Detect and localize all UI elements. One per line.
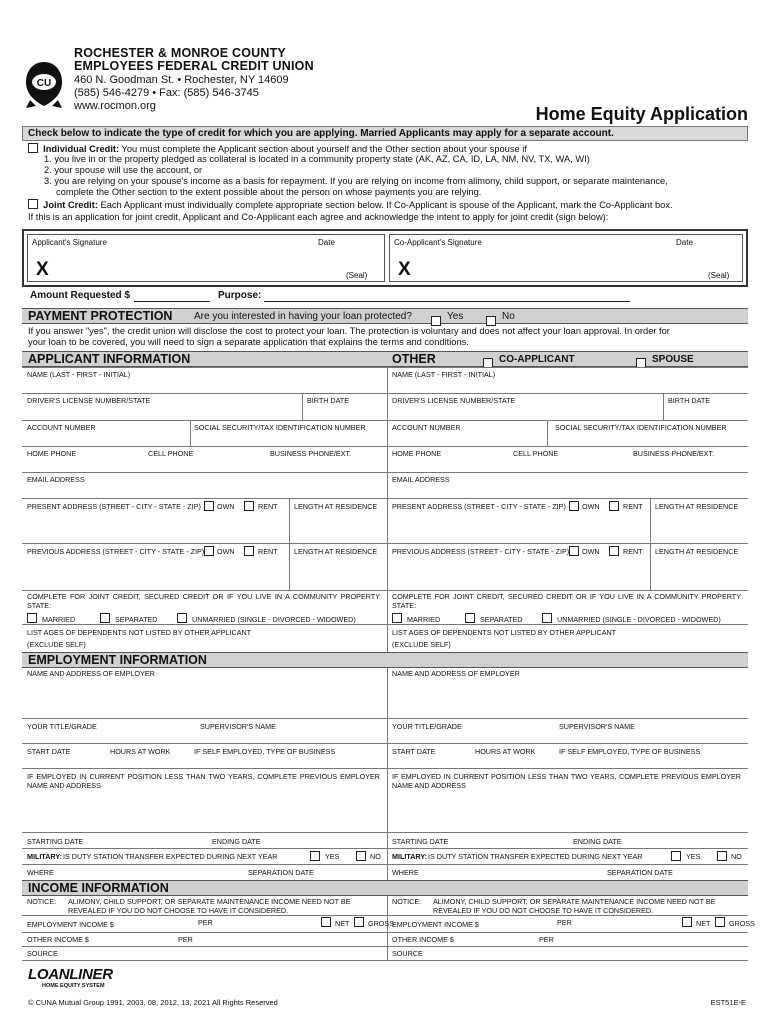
- other-home-phone-label: HOME PHONE: [392, 449, 442, 458]
- purpose-field[interactable]: [264, 301, 630, 302]
- rule: [650, 543, 651, 590]
- other-married-checkbox[interactable]: [392, 613, 402, 623]
- applicant-email-field[interactable]: [22, 473, 387, 498]
- other-other-per-label: PER: [539, 935, 554, 944]
- spouse-label: SPOUSE: [652, 354, 694, 365]
- form-code: EST51E-E: [710, 998, 746, 1007]
- joint-credit-checkbox[interactable]: [28, 199, 38, 209]
- rule: [289, 543, 290, 590]
- applicant-name-label: NAME (LAST - FIRST - INITIAL): [27, 370, 131, 379]
- other-name-label: NAME (LAST - FIRST - INITIAL): [392, 370, 496, 379]
- applicant-previous-own-label: OWN: [217, 547, 235, 556]
- credit-item-1: 1. you live in or the property pledged as collateral is located in a community property state (AK, AZ, CA, ID, LA, NM, NV, TX, WA, WI): [44, 154, 590, 164]
- other-present-address-label: PRESENT ADDRESS (STREET - CITY - STATE - ZIP): [392, 502, 566, 511]
- credit-item-2: 2. your spouse will use the account, or: [44, 165, 203, 175]
- applicant-present-address-field[interactable]: [22, 499, 202, 543]
- other-hours-label: HOURS AT WORK: [475, 747, 536, 756]
- applicant-gross-label: GROSS: [368, 919, 394, 928]
- applicant-exclude-self-label: (EXCLUDE SELF): [27, 640, 86, 649]
- rule: [387, 960, 748, 961]
- other-previous-rent-checkbox[interactable]: [609, 546, 619, 556]
- credit-instruction-bar: [22, 126, 748, 141]
- income-section-title: INCOME INFORMATION: [28, 881, 169, 895]
- coapplicant-date-label: Date: [676, 238, 693, 247]
- credit-union-logo: [22, 60, 66, 110]
- copyright: © CUNA Mutual Group 1991, 2003, 08, 2012, 13, 2021 All Rights Reserved: [28, 998, 278, 1007]
- applicant-business-phone-label: BUSINESS PHONE/EXT.: [270, 449, 352, 458]
- applicant-dl-field[interactable]: [22, 394, 302, 419]
- protection-note-1: If you answer "yes", the credit union will disclose the cost to protect your loan. The protection is voluntary and does not affect your loan approval. In order for: [28, 326, 670, 336]
- other-unmarried-checkbox[interactable]: [542, 613, 552, 623]
- loanliner-logo: [28, 966, 113, 989]
- joint-credit-note: If this is an application for joint credit, Applicant and Co-Applicant each agree and acknowledge the intent to apply for joint credit (sign below):: [28, 212, 609, 222]
- other-present-rent-label: RENT: [623, 502, 643, 511]
- other-military-text: IS DUTY STATION TRANSFER EXPECTED DURING NEXT YEAR: [428, 852, 643, 861]
- applicant-birth-field[interactable]: [302, 394, 387, 419]
- other-email-label: EMAIL ADDRESS: [392, 475, 450, 484]
- rule: [22, 932, 387, 933]
- other-birth-field[interactable]: [663, 394, 748, 419]
- other-unmarried-label: UNMARRIED (SINGLE - DIVORCED - WIDOWED): [557, 615, 721, 624]
- applicant-net-label: NET: [335, 919, 350, 928]
- other-previous-employer-field[interactable]: [387, 769, 748, 831]
- applicant-previous-address-label: PREVIOUS ADDRESS (STREET - CITY - STATE - ZIP): [27, 547, 205, 556]
- applicant-separated-label: SEPARATED: [115, 615, 158, 624]
- credit-item-3b: complete the Other section to the extent possible about the person on whose payments you are relying.: [56, 187, 482, 197]
- rule: [22, 590, 748, 591]
- other-business-phone-field[interactable]: [627, 447, 748, 472]
- other-employment-income-label: EMPLOYMENT INCOME $: [392, 920, 479, 929]
- applicant-account-label: ACCOUNT NUMBER: [27, 423, 96, 432]
- svg-text:CU: CU: [36, 78, 52, 89]
- applicant-signature-field[interactable]: [27, 234, 385, 282]
- loanliner-sub: HOME EQUITY SYSTEM: [42, 983, 105, 989]
- applicant-home-phone-field[interactable]: [22, 447, 142, 472]
- other-present-address-field[interactable]: [387, 499, 567, 543]
- other-start-field[interactable]: [387, 744, 748, 768]
- other-previous-length-label: LENGTH AT RESIDENCE: [655, 547, 739, 556]
- applicant-start-date-label: START DATE: [27, 747, 71, 756]
- applicant-where-label: WHERE: [27, 868, 54, 877]
- purpose-label: Purpose:: [218, 290, 262, 301]
- applicant-present-rent-label: RENT: [258, 502, 278, 511]
- income-header-bar: [22, 880, 748, 896]
- other-title-supervisor-field[interactable]: [387, 719, 748, 743]
- applicant-name-field[interactable]: [22, 368, 387, 392]
- applicant-source-label: SOURCE: [27, 949, 58, 958]
- applicant-previous-own-checkbox[interactable]: [204, 546, 214, 556]
- rule: [387, 932, 748, 933]
- amount-requested-label: Amount Requested $: [30, 290, 131, 301]
- applicant-previous-employer-label: IF EMPLOYED IN CURRENT POSITION LESS THAN TWO YEARS, COMPLETE PREVIOUS EMPLOYER NAME AND ADDRESS: [27, 772, 380, 790]
- applicant-ssn-label: SOCIAL SECURITY/TAX IDENTIFICATION NUMBER: [194, 423, 366, 432]
- other-email-field[interactable]: [387, 473, 748, 498]
- other-net-checkbox[interactable]: [682, 917, 692, 927]
- other-military-no-checkbox[interactable]: [717, 851, 727, 861]
- rule: [387, 915, 748, 916]
- other-military-label: MILITARY:: [392, 852, 427, 861]
- applicant-hours-label: HOURS AT WORK: [110, 747, 171, 756]
- joint-credit-label: Joint Credit:: [43, 200, 98, 210]
- applicant-gross-checkbox[interactable]: [354, 917, 364, 927]
- other-exclude-self-label: (EXCLUDE SELF): [392, 640, 451, 649]
- protection-no-label: No: [502, 311, 515, 322]
- applicant-start-field[interactable]: [22, 744, 387, 768]
- rule: [387, 832, 748, 833]
- applicant-other-income-label: OTHER INCOME $: [27, 935, 89, 944]
- other-other-income-label: OTHER INCOME $: [392, 935, 454, 944]
- other-present-length-label: LENGTH AT RESIDENCE: [655, 502, 739, 511]
- rule: [22, 960, 387, 961]
- joint-credit-text: Each Applicant must individually complete appropriate section below. If Co-Applicant is spouse of the Applicant, mark the Co-Applicant box.: [100, 200, 673, 210]
- other-ssn-label: SOCIAL SECURITY/TAX IDENTIFICATION NUMBER: [555, 423, 727, 432]
- applicant-military-yes-label: YES: [325, 852, 340, 861]
- applicant-title-supervisor-field[interactable]: [22, 719, 387, 743]
- individual-credit-checkbox[interactable]: [28, 143, 38, 153]
- applicant-cell-phone-field[interactable]: [142, 447, 262, 472]
- applicant-previous-length-label: LENGTH AT RESIDENCE: [294, 547, 378, 556]
- applicant-net-checkbox[interactable]: [321, 917, 331, 927]
- other-dependents-field[interactable]: [387, 625, 748, 651]
- applicant-other-header-bar: [22, 351, 748, 367]
- applicant-married-label: MARRIED: [42, 615, 76, 624]
- applicant-notice-label: NOTICE:: [27, 897, 57, 906]
- other-per-label: PER: [557, 918, 572, 927]
- applicant-previous-rent-label: RENT: [258, 547, 278, 556]
- rule: [22, 946, 387, 947]
- org-address: 460 N. Goodman St. • Rochester, NY 14609: [74, 74, 289, 86]
- other-start-date-label: START DATE: [392, 747, 436, 756]
- applicant-other-per-label: PER: [178, 935, 193, 944]
- payment-protection-question: Are you interested in having your loan protected?: [194, 311, 412, 322]
- other-dependents-label: LIST AGES OF DEPENDENTS NOT LISTED BY OTHER APPLICANT: [392, 628, 617, 637]
- rule: [387, 896, 388, 960]
- applicant-supervisor-label: SUPERVISOR'S NAME: [200, 722, 276, 731]
- other-previous-own-label: OWN: [582, 547, 600, 556]
- rule: [289, 498, 290, 543]
- applicant-dependents-field[interactable]: [22, 625, 387, 651]
- applicant-separation-date-label: SEPARATION DATE: [248, 868, 314, 877]
- rule: [547, 420, 548, 446]
- employment-section-title: EMPLOYMENT INFORMATION: [28, 653, 207, 667]
- other-account-field[interactable]: [387, 421, 547, 446]
- other-previous-rent-label: RENT: [623, 547, 643, 556]
- other-previous-address-label: PREVIOUS ADDRESS (STREET - CITY - STATE - ZIP): [392, 547, 570, 556]
- applicant-seal: (Seal): [346, 271, 368, 280]
- coapplicant-label: CO-APPLICANT: [499, 354, 575, 365]
- applicant-present-address-label: PRESENT ADDRESS (STREET - CITY - STATE - ZIP): [27, 502, 201, 511]
- document-title: Home Equity Application: [535, 104, 748, 124]
- rule: [387, 848, 748, 849]
- other-married-label: MARRIED: [407, 615, 441, 624]
- protection-yes-label: Yes: [447, 311, 464, 322]
- org-website: www.rocmon.org: [74, 100, 156, 112]
- applicant-ssn-field[interactable]: [190, 421, 387, 446]
- rule: [22, 864, 387, 865]
- applicant-birth-label: BIRTH DATE: [307, 396, 350, 405]
- applicant-present-rent-checkbox[interactable]: [244, 501, 254, 511]
- other-present-rent-checkbox[interactable]: [609, 501, 619, 511]
- applicant-previous-employer-field[interactable]: [22, 769, 387, 831]
- other-title-grade-label: YOUR TITLE/GRADE: [392, 722, 462, 731]
- rule: [22, 915, 387, 916]
- rule: [22, 832, 387, 833]
- applicant-x-mark: X: [36, 259, 49, 280]
- other-net-label: NET: [696, 919, 711, 928]
- org-name-2: EMPLOYEES FEDERAL CREDIT UNION: [74, 59, 314, 73]
- other-military-yes-label: YES: [686, 852, 701, 861]
- applicant-account-field[interactable]: [22, 421, 182, 446]
- applicant-starting-date-label: STARTING DATE: [27, 837, 84, 846]
- applicant-previous-address-field[interactable]: [22, 544, 205, 590]
- other-previous-address-field[interactable]: [387, 544, 570, 590]
- other-birth-label: BIRTH DATE: [668, 396, 711, 405]
- applicant-title-grade-label: YOUR TITLE/GRADE: [27, 722, 97, 731]
- other-military-yes-checkbox[interactable]: [671, 851, 681, 861]
- other-present-own-checkbox[interactable]: [569, 501, 579, 511]
- other-ssn-field[interactable]: [555, 421, 748, 446]
- other-business-phone-label: BUSINESS PHONE/EXT.: [633, 449, 715, 458]
- applicant-previous-rent-checkbox[interactable]: [244, 546, 254, 556]
- other-gross-checkbox[interactable]: [715, 917, 725, 927]
- other-joint-note: COMPLETE FOR JOINT CREDIT, SECURED CREDIT OR IF YOU LIVE IN A COMMUNITY PROPERTY STATE:: [392, 592, 741, 610]
- applicant-military-text: IS DUTY STATION TRANSFER EXPECTED DURING NEXT YEAR: [63, 852, 278, 861]
- applicant-present-own-label: OWN: [217, 502, 235, 511]
- other-cell-phone-label: CELL PHONE: [513, 449, 559, 458]
- applicant-unmarried-checkbox[interactable]: [177, 613, 187, 623]
- credit-instruction: Check below to indicate the type of credit for which you are applying. Married Applicants may apply for a separate account.: [28, 128, 614, 139]
- other-previous-employer-label: IF EMPLOYED IN CURRENT POSITION LESS THAN TWO YEARS, COMPLETE PREVIOUS EMPLOYER NAME AND ADDRESS: [392, 772, 741, 790]
- signature-box: [22, 229, 748, 287]
- other-military-no-label: NO: [731, 852, 742, 861]
- other-previous-own-checkbox[interactable]: [569, 546, 579, 556]
- other-gross-label: GROSS: [729, 919, 755, 928]
- applicant-section-title: APPLICANT INFORMATION: [28, 352, 191, 366]
- coapplicant-seal: (Seal): [708, 271, 730, 280]
- other-notice-text: ALIMONY, CHILD SUPPORT, OR SEPARATE MAINTENANCE INCOME NEED NOT BE REVEALED IF YOU DO NOT CHOOSE TO HAVE IT CONSIDERED.: [433, 897, 716, 915]
- applicant-signature-label: Applicant's Signature: [32, 238, 107, 247]
- coapplicant-signature-field[interactable]: [389, 234, 743, 282]
- other-notice-label: NOTICE:: [392, 897, 422, 906]
- applicant-per-label: PER: [198, 918, 213, 927]
- applicant-cell-phone-label: CELL PHONE: [148, 449, 194, 458]
- other-employer-label: NAME AND ADDRESS OF EMPLOYER: [392, 669, 520, 678]
- other-name-field[interactable]: [387, 368, 748, 392]
- other-employer-field[interactable]: [387, 668, 748, 718]
- individual-credit-text: You must complete the Applicant section about yourself and the Other section about your spouse if: [121, 144, 527, 154]
- org-name: ROCHESTER & MONROE COUNTY: [74, 46, 286, 60]
- applicant-date-label: Date: [318, 238, 335, 247]
- applicant-separated-checkbox[interactable]: [100, 613, 110, 623]
- other-present-own-label: OWN: [582, 502, 600, 511]
- loanliner-brand: LOANLINER: [28, 966, 113, 983]
- applicant-present-own-checkbox[interactable]: [204, 501, 214, 511]
- applicant-employer-label: NAME AND ADDRESS OF EMPLOYER: [27, 669, 155, 678]
- coapplicant-signature-label: Co-Applicant's Signature: [394, 238, 482, 247]
- other-source-label: SOURCE: [392, 949, 423, 958]
- other-ending-date-label: ENDING DATE: [573, 837, 622, 846]
- payment-protection-bar: [22, 308, 748, 324]
- other-supervisor-label: SUPERVISOR'S NAME: [559, 722, 635, 731]
- org-phone: (585) 546-4279 • Fax: (585) 546-3745: [74, 87, 259, 99]
- employment-header-bar: [22, 652, 748, 668]
- applicant-dl-label: DRIVER'S LICENSE NUMBER/STATE: [27, 396, 151, 405]
- applicant-military-no-label: NO: [370, 852, 381, 861]
- applicant-dependents-label: LIST AGES OF DEPENDENTS NOT LISTED BY OTHER APPLICANT: [27, 628, 252, 637]
- applicant-military-label: MILITARY:: [27, 852, 62, 861]
- joint-credit-block: [28, 199, 673, 211]
- other-section-title: OTHER: [392, 352, 436, 366]
- other-starting-date-label: STARTING DATE: [392, 837, 449, 846]
- applicant-notice-text: ALIMONY, CHILD SUPPORT, OR SEPARATE MAINTENANCE INCOME NEED NOT BE REVEALED IF YOU DO NOT CHOOSE TO HAVE IT CONSIDERED.: [68, 897, 351, 915]
- payment-protection-title: PAYMENT PROTECTION: [28, 309, 173, 323]
- other-home-phone-field[interactable]: [387, 447, 507, 472]
- other-dl-label: DRIVER'S LICENSE NUMBER/STATE: [392, 396, 516, 405]
- credit-item-3: 3. you are relying on your spouse's income as a basis for repayment. If you are relying on income from alimony, child support, or separate maintenance,: [44, 176, 668, 186]
- applicant-home-phone-label: HOME PHONE: [27, 449, 77, 458]
- rule: [22, 848, 387, 849]
- rule: [387, 946, 748, 947]
- rule: [387, 864, 748, 865]
- applicant-military-yes-checkbox[interactable]: [310, 851, 320, 861]
- other-where-label: WHERE: [392, 868, 419, 877]
- other-separated-label: SEPARATED: [480, 615, 523, 624]
- other-separated-checkbox[interactable]: [465, 613, 475, 623]
- applicant-unmarried-label: UNMARRIED (SINGLE - DIVORCED - WIDOWED): [192, 615, 356, 624]
- other-cell-phone-field[interactable]: [507, 447, 627, 472]
- applicant-military-no-checkbox[interactable]: [356, 851, 366, 861]
- applicant-ending-date-label: ENDING DATE: [212, 837, 261, 846]
- applicant-present-length-label: LENGTH AT RESIDENCE: [294, 502, 378, 511]
- applicant-business-phone-field[interactable]: [262, 447, 387, 472]
- applicant-employment-income-label: EMPLOYMENT INCOME $: [27, 920, 114, 929]
- other-account-label: ACCOUNT NUMBER: [392, 423, 461, 432]
- other-self-employed-label: IF SELF EMPLOYED, TYPE OF BUSINESS: [559, 747, 701, 756]
- amount-requested-field[interactable]: [134, 301, 210, 302]
- applicant-joint-note: COMPLETE FOR JOINT CREDIT, SECURED CREDIT OR IF YOU LIVE IN A COMMUNITY PROPERTY STATE:: [27, 592, 380, 610]
- applicant-married-checkbox[interactable]: [27, 613, 37, 623]
- applicant-employer-field[interactable]: [22, 668, 387, 718]
- rule: [650, 498, 651, 543]
- other-dl-field[interactable]: [387, 394, 663, 419]
- individual-credit-label: Individual Credit:: [43, 144, 120, 154]
- protection-note-2: your loan to be covered, you will need to sign a separate application that explains the terms and conditions.: [28, 337, 469, 347]
- other-separation-date-label: SEPARATION DATE: [607, 868, 673, 877]
- applicant-email-label: EMAIL ADDRESS: [27, 475, 85, 484]
- coapplicant-x-mark: X: [398, 259, 411, 280]
- applicant-self-employed-label: IF SELF EMPLOYED, TYPE OF BUSINESS: [194, 747, 336, 756]
